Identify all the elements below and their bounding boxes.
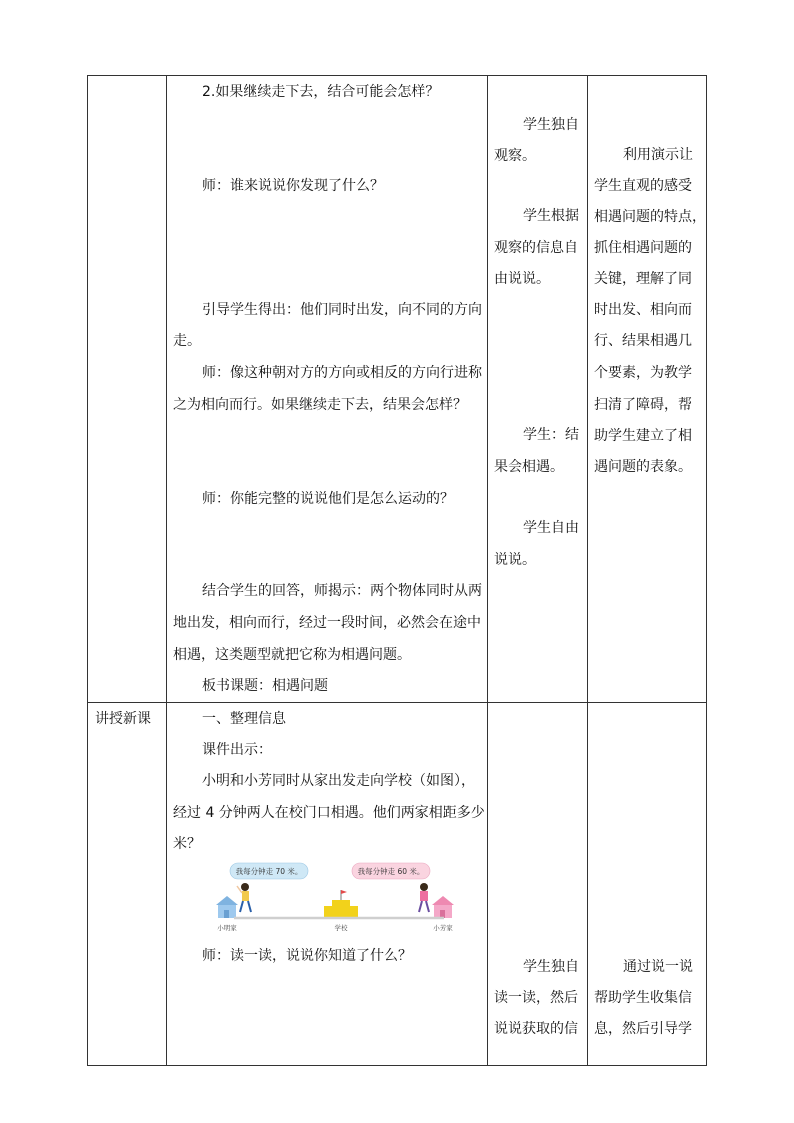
table-left-border <box>87 75 88 1066</box>
design-intent-line: 通过说一说 <box>623 959 693 975</box>
label-xiaoming-home: 小明家 <box>217 924 237 932</box>
teacher-question: 师：你能完整的说说他们是怎么运动的？ <box>202 491 454 507</box>
teacher-question: 师：谁来说说你发现了什么？ <box>202 178 384 194</box>
question-2: 2.如果继续走下去，结合可能会怎样？ <box>202 84 440 100</box>
guide-text-line: 走。 <box>173 333 201 349</box>
student-activity-line: 由说说。 <box>494 271 550 287</box>
courseware-label: 课件出示： <box>202 742 272 758</box>
table-right-border <box>706 75 707 1066</box>
student-activity-line: 观察。 <box>494 148 536 164</box>
girl-figure-icon <box>419 883 429 912</box>
student-activity-line: 说说获取的信 <box>494 1021 578 1037</box>
section-label: 讲授新课 <box>95 711 151 727</box>
design-intent-line: 个要素，为教学 <box>594 365 692 381</box>
school-icon <box>324 890 358 918</box>
label-xiaofang-home: 小芳家 <box>433 924 453 932</box>
design-intent-line: 关键，理解了同 <box>594 271 692 287</box>
student-activity-line: 观察的信息自 <box>494 240 578 256</box>
student-activity-line: 学生独自 <box>523 959 579 975</box>
definition-text-line: 师：像这种朝对方的方向或相反的方向行进称 <box>202 365 482 381</box>
problem-text-line: 经过 4 分钟两人在校门口相遇。他们两家相距多少 <box>173 805 485 821</box>
design-intent-line: 学生直观的感受 <box>594 178 692 194</box>
reveal-text-line: 相遇，这类题型就把它称为相遇问题。 <box>173 647 411 663</box>
definition-text-line: 之为相向而行。如果继续走下去，结果会怎样？ <box>173 397 467 413</box>
design-intent-line: 时出发、相向而 <box>594 302 692 318</box>
student-activity-line: 说说。 <box>494 552 536 568</box>
design-intent-line: 相遇问题的特点， <box>594 209 706 225</box>
student-activity-line: 读一读，然后 <box>494 990 578 1006</box>
design-intent-line: 利用演示让 <box>623 147 693 163</box>
table-top-border <box>87 75 707 76</box>
house-right-icon <box>432 896 454 918</box>
row-divider <box>87 702 707 703</box>
guide-text-line: 引导学生得出：他们同时出发，向不同的方向 <box>202 302 482 318</box>
column-divider-3 <box>587 75 588 1066</box>
speech-bubble-left-text: 我每分钟走 70 米。 <box>235 867 303 876</box>
problem-text-line: 小明和小芳同时从家出发走向学校（如图）， <box>202 773 475 789</box>
problem-text-line: 米？ <box>173 836 201 852</box>
design-intent-line: 行、结果相遇几 <box>594 333 692 349</box>
teacher-question: 师：读一读，说说你知道了什么？ <box>202 948 412 964</box>
design-intent-line: 息，然后引导学 <box>594 1021 692 1037</box>
student-activity-line: 学生自由 <box>523 520 579 536</box>
column-divider-1 <box>166 75 167 1066</box>
column-divider-2 <box>487 75 488 1066</box>
speech-bubble-right-text: 我每分钟走 60 米。 <box>357 867 425 876</box>
student-activity-line: 果会相遇。 <box>494 459 564 475</box>
label-school: 学校 <box>334 924 348 932</box>
student-activity-line: 学生独自 <box>523 117 579 133</box>
table-bottom-border <box>87 1065 707 1066</box>
design-intent-line: 扫清了障碍，帮 <box>594 397 692 413</box>
student-activity-line: 学生根据 <box>523 208 579 224</box>
reveal-text-line: 地出发，相向而行，经过一段时间，必然会在途中 <box>173 615 481 631</box>
student-activity-line: 学生：结 <box>523 427 579 443</box>
design-intent-line: 遇问题的表象。 <box>594 459 692 475</box>
design-intent-line: 抓住相遇问题的 <box>594 240 692 256</box>
house-left-icon <box>216 896 238 918</box>
design-intent-line: 帮助学生收集信 <box>594 990 692 1006</box>
reveal-text-line: 结合学生的回答，师揭示：两个物体同时从两 <box>202 583 482 599</box>
boy-figure-icon <box>237 883 251 912</box>
section-heading: 一、整理信息 <box>202 711 286 727</box>
design-intent-line: 助学生建立了相 <box>594 428 692 444</box>
board-title: 板书课题：相遇问题 <box>202 678 328 694</box>
problem-illustration <box>214 860 464 935</box>
